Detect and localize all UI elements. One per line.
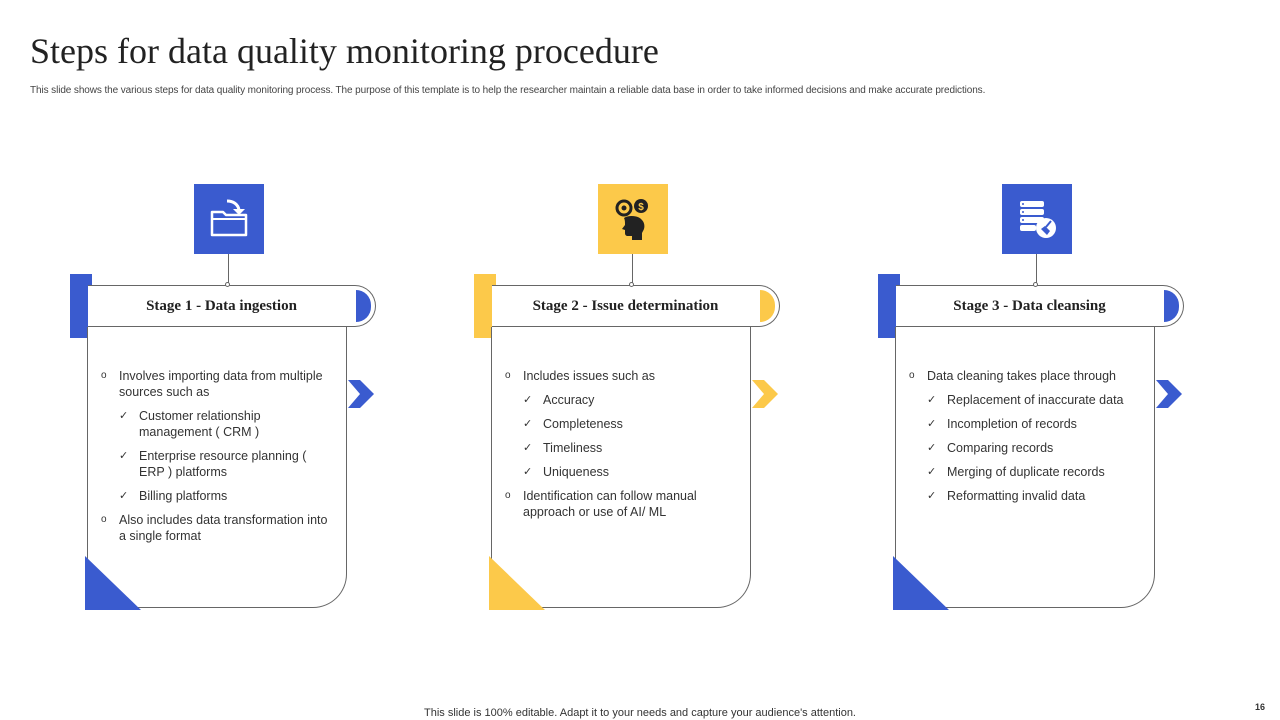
slide-title: Steps for data quality monitoring procedure: [30, 31, 659, 71]
database-broom-icon: [1002, 184, 1072, 254]
head-gears-dollar-icon: [598, 184, 668, 254]
check-icon: ✓: [523, 442, 533, 454]
list-item-text: Data cleaning takes place through: [927, 369, 1117, 383]
check-icon: ✓: [927, 466, 937, 478]
sub-item-text: Reformatting invalid data: [947, 489, 1086, 503]
connector-dot: [629, 282, 634, 287]
sub-item-text: Enterprise resource planning ( ERP ) platforms: [139, 449, 307, 479]
list-item: [101, 512, 333, 544]
chevron-right-icon: [1154, 378, 1184, 410]
sub-item-text: Incompletion of records: [947, 417, 1077, 431]
check-icon: ✓: [927, 490, 937, 502]
connector-line: [228, 254, 229, 285]
list-item: [909, 368, 1141, 384]
sub-item-text: Comparing records: [947, 441, 1054, 455]
stage-content: [505, 368, 737, 528]
sub-list-item: [101, 448, 333, 480]
chevron-right-icon: [750, 378, 780, 410]
sub-list-item: [101, 408, 333, 440]
corner-triangle: [893, 556, 949, 610]
stage-header: [896, 285, 1184, 327]
check-icon: ✓: [119, 490, 129, 502]
list-item: [505, 488, 737, 520]
sub-item-text: Replacement of inaccurate data: [947, 393, 1124, 407]
sub-list-item: [909, 440, 1141, 456]
folder-download-icon: [194, 184, 264, 254]
bullet-marker: o: [505, 490, 511, 501]
sub-list-item: [505, 416, 737, 432]
list-item-text: Includes issues such as: [523, 369, 656, 383]
slide-subtitle: This slide shows the various steps for data quality monitoring process. The purpose of this template is to help the researcher maintain a reliable data base in order to take informed decisions and make accurate predictions.: [30, 85, 986, 96]
sub-list-item: [909, 416, 1141, 432]
bullet-marker: o: [505, 370, 511, 381]
sub-item-text: Completeness: [543, 417, 623, 431]
sub-item-text: Merging of duplicate records: [947, 465, 1105, 479]
stage-1: [70, 184, 390, 614]
bullet-marker: o: [101, 514, 107, 525]
sub-item-text: Customer relationship management ( CRM ): [139, 409, 261, 439]
check-icon: ✓: [523, 418, 533, 430]
sub-list-item: [909, 488, 1141, 504]
sub-list-item: [505, 392, 737, 408]
stage-title: Stage 2 - Issue determination: [532, 297, 719, 314]
check-icon: ✓: [927, 394, 937, 406]
corner-triangle: [85, 556, 141, 610]
list-item-text: Involves importing data from multiple sources such as: [119, 369, 323, 399]
sub-list: [505, 392, 737, 480]
chevron-right-icon: [346, 378, 376, 410]
check-icon: ✓: [927, 442, 937, 454]
list-item: [101, 368, 333, 400]
sub-list: [101, 408, 333, 504]
connector-line: [1036, 254, 1037, 285]
list-item: [505, 368, 737, 384]
sub-list-item: [505, 464, 737, 480]
check-icon: ✓: [119, 450, 129, 462]
bullet-marker: o: [101, 370, 107, 381]
sub-item-text: Uniqueness: [543, 465, 610, 479]
check-icon: ✓: [927, 418, 937, 430]
sub-item-text: Accuracy: [543, 393, 595, 407]
check-icon: ✓: [523, 466, 533, 478]
sub-list-item: [505, 440, 737, 456]
bullet-marker: o: [909, 370, 915, 381]
check-icon: ✓: [523, 394, 533, 406]
stage-header: [492, 285, 780, 327]
stage-header: [88, 285, 376, 327]
footer-note: This slide is 100% editable. Adapt it to your needs and capture your audience's attention.: [424, 707, 856, 719]
stage-3: [878, 184, 1198, 614]
stage-content: [909, 368, 1141, 512]
page-number: 16: [1254, 702, 1265, 712]
stage-2: [474, 184, 794, 614]
svg-text:$: $: [638, 202, 644, 213]
list-item-text: Identification can follow manual approach or use of AI/ ML: [523, 489, 697, 519]
stage-title: Stage 3 - Data cleansing: [953, 297, 1106, 314]
stage-content: [101, 368, 333, 552]
check-icon: ✓: [119, 410, 129, 422]
sub-list-item: [101, 488, 333, 504]
connector-line: [632, 254, 633, 285]
stage-title: Stage 1 - Data ingestion: [146, 297, 297, 314]
connector-dot: [225, 282, 230, 287]
list-item-text: Also includes data transformation into a single format: [119, 513, 328, 543]
sub-list-item: [909, 392, 1141, 408]
sub-item-text: Timeliness: [543, 441, 603, 455]
sub-item-text: Billing platforms: [139, 489, 228, 503]
sub-list-item: [909, 464, 1141, 480]
connector-dot: [1033, 282, 1038, 287]
corner-triangle: [489, 556, 545, 610]
sub-list: [909, 392, 1141, 504]
